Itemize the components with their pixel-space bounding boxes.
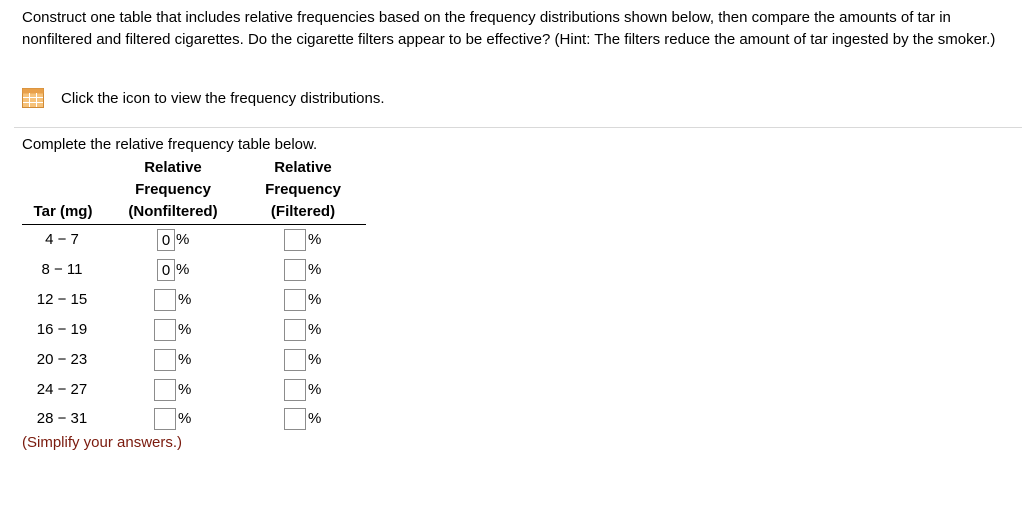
tar-range: 16 − 19 [36,321,88,338]
table-row [0,349,400,379]
percent-sign: % [308,381,322,398]
header-nonfiltered-line2: Frequency [135,181,211,198]
simplify-note: (Simplify your answers.) [22,434,183,451]
percent-sign: % [308,410,322,427]
percent-sign: % [176,231,190,248]
percent-sign: % [178,321,192,338]
grid-table-icon[interactable] [22,88,44,108]
nonfiltered-input[interactable] [154,289,176,311]
filtered-input[interactable] [284,319,306,341]
tar-range: 24 − 27 [36,381,88,398]
header-nonfiltered [108,157,238,223]
filtered-input[interactable] [284,379,306,401]
header-filtered-line1: Relative [274,159,332,176]
percent-sign: % [176,261,190,278]
filtered-input[interactable] [284,229,306,251]
view-distributions-link[interactable] [22,87,385,109]
nonfiltered-input[interactable] [154,408,176,430]
percent-sign: % [178,351,192,368]
tar-range: 20 − 23 [36,351,88,368]
nonfiltered-input[interactable] [154,319,176,341]
table-row [0,229,400,259]
view-distributions-text[interactable]: Click the icon to view the frequency distributions. [61,89,385,107]
nonfiltered-input[interactable] [154,379,176,401]
nonfiltered-input[interactable] [157,229,175,251]
table-row [0,259,400,289]
tar-range: 28 − 31 [36,410,88,427]
question-text: Construct one table that includes relative frequencies based on the frequency distributions shown below, then compare the amounts of tar in nonfiltered and filtered cigarettes. Do the cigarette filters appear to be effective? (Hint: The filters reduce the amount of tar ingested by the smoker.) [22,9,996,48]
table-row [0,379,400,409]
tar-range: 8 − 11 [41,261,83,278]
nonfiltered-input[interactable] [157,259,175,281]
section-divider [14,127,1022,128]
instruction-text: Complete the relative frequency table below. [22,136,318,153]
percent-sign: % [178,410,192,427]
percent-sign: % [308,231,322,248]
nonfiltered-input[interactable] [154,349,176,371]
header-nonfiltered-line1: Relative [144,159,202,176]
table-row [0,289,400,319]
header-filtered-line3: (Filtered) [270,203,336,220]
header-rule [22,224,366,225]
header-filtered [244,157,362,223]
header-filtered-line2: Frequency [265,181,341,198]
header-tar: Tar (mg) [33,203,93,220]
percent-sign: % [308,291,322,308]
filtered-input[interactable] [284,349,306,371]
percent-sign: % [178,291,192,308]
percent-sign: % [308,351,322,368]
filtered-input[interactable] [284,408,306,430]
filtered-input[interactable] [284,289,306,311]
percent-sign: % [178,381,192,398]
percent-sign: % [308,321,322,338]
header-nonfiltered-line3: (Nonfiltered) [128,203,218,220]
tar-range: 12 − 15 [36,291,88,308]
percent-sign: % [308,261,322,278]
filtered-input[interactable] [284,259,306,281]
table-row [0,319,400,349]
tar-range: 4 − 7 [45,231,79,248]
